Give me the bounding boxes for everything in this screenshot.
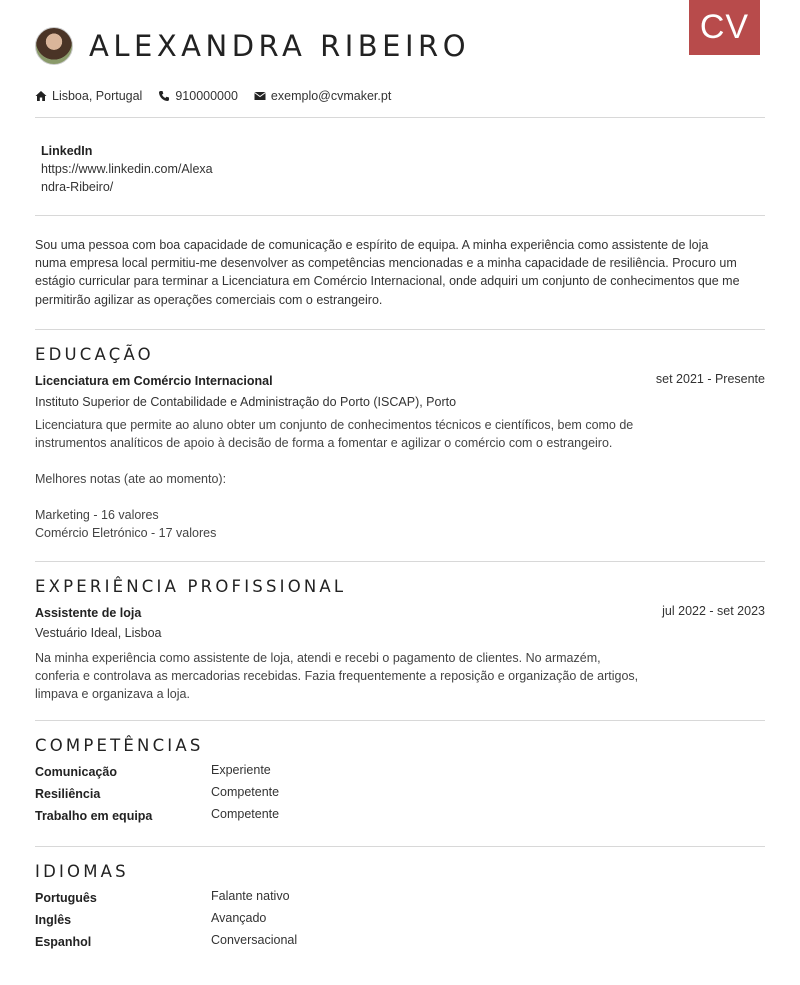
experience-role: Assistente de loja	[35, 606, 142, 620]
email-text[interactable]: exemplo@cvmaker.pt	[270, 89, 392, 103]
location-text: Lisboa, Portugal	[52, 89, 143, 103]
experience-company: Vestuário Ideal, Lisboa	[35, 626, 162, 640]
experience-description: Na minha experiência como assistente de loja, atendi e recebi o pagamento de clientes. No armazém, conferia e controlava as mercadorias recebidas. Fazia frequentemente a reposição e organização de artigos, limpava e organizava a loja.	[35, 651, 639, 701]
language-level: Avançado	[211, 911, 267, 925]
divider	[35, 561, 765, 562]
languages-heading: IDIOMAS	[35, 862, 129, 881]
language-name: Espanhol	[35, 935, 92, 949]
skill-name: Resiliência	[35, 787, 101, 801]
linkedin-label: LinkedIn	[41, 144, 93, 158]
education-institution: Instituto Superior de Contabilidade e Administração do Porto (ISCAP), Porto	[35, 395, 457, 409]
education-heading: EDUCAÇÃO	[35, 345, 154, 364]
education-degree: Licenciatura em Comércio Internacional	[35, 374, 273, 388]
grade-item: Comércio Eletrónico - 17 valores	[35, 526, 217, 540]
education-description: Licenciatura que permite ao aluno obter um conjunto de conhecimentos técnicos e científicos, bem como de instrumentos analíticos de apoio à decisão de forma a fomentar e agilizar o comércio com o estrangeiro.	[35, 418, 634, 450]
linkedin-block	[41, 142, 216, 196]
skills-heading: COMPETÊNCIAS	[35, 736, 204, 755]
resume-header	[35, 24, 470, 68]
home-icon	[35, 90, 47, 102]
contact-location	[35, 89, 142, 103]
skill-level: Experiente	[211, 763, 271, 777]
experience-dates: jul 2022 - set 2023	[662, 604, 765, 618]
divider	[35, 117, 765, 118]
envelope-icon	[254, 91, 266, 101]
avatar	[35, 27, 73, 65]
grade-item: Marketing - 16 valores	[35, 508, 159, 522]
language-level: Falante nativo	[211, 889, 290, 903]
education-dates: set 2021 - Presente	[655, 372, 765, 386]
phone-icon	[158, 90, 170, 102]
experience-heading: EXPERIÊNCIA PROFISSIONAL	[35, 577, 347, 596]
divider	[35, 215, 765, 216]
language-level: Conversacional	[211, 933, 298, 947]
candidate-name: ALEXANDRA RIBEIRO	[89, 29, 471, 63]
language-name: Português	[35, 891, 97, 905]
skill-name: Comunicação	[35, 765, 117, 779]
phone-text: 910000000	[175, 89, 238, 103]
language-name: Inglês	[35, 913, 72, 927]
grades-intro: Melhores notas (ate ao momento):	[35, 472, 227, 486]
contact-phone	[158, 89, 238, 103]
contact-email[interactable]	[254, 89, 391, 103]
cv-logo-badge: CV	[689, 0, 760, 55]
skill-level: Competente	[211, 785, 280, 799]
skill-name: Trabalho em equipa	[35, 809, 153, 823]
divider	[35, 329, 765, 330]
linkedin-url[interactable]: https://www.linkedin.com/Alexandra-Ribeiro/	[41, 162, 213, 194]
skill-level: Competente	[211, 807, 280, 821]
profile-summary: Sou uma pessoa com boa capacidade de comunicação e espírito de equipa. A minha experiência como assistente de loja numa empresa local permitiu-me desenvolver as competências mencionadas e a minha capacidade de resiliência. Procuro um estágio curricular para terminar a Licenciatura em Comércio Internacional, onde adquiri um conjunto de conhecimentos que me permitirão agilizar as operações comerciais com o estrangeiro.	[35, 238, 740, 307]
divider	[35, 720, 765, 721]
contact-info	[35, 89, 407, 103]
divider	[35, 846, 765, 847]
